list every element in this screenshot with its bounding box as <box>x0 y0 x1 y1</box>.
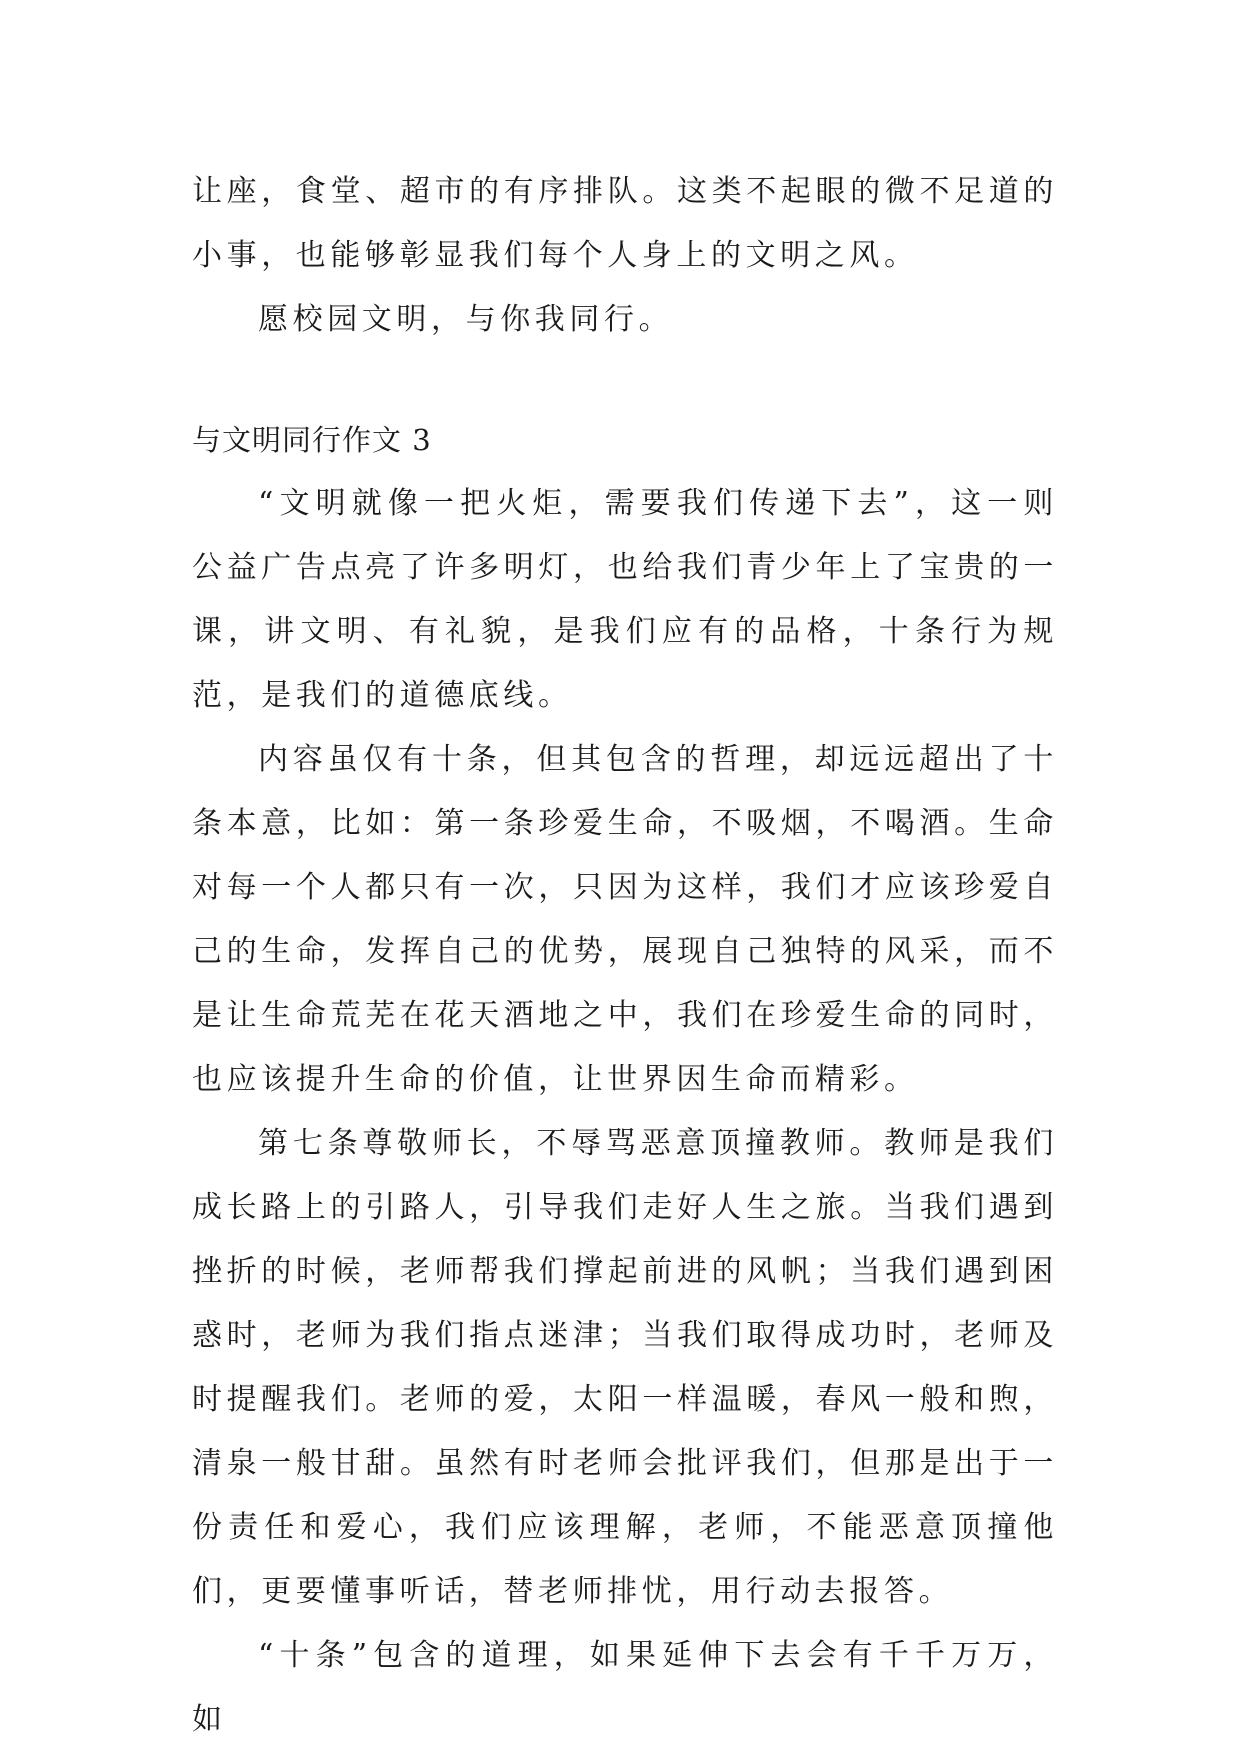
paragraph-cherish-life: 内容虽仅有十条，但其包含的哲理，却远远超出了十条本意，比如：第一条珍爱生命，不吸烟，不喝酒。生命对每一个人都只有一次，只因为这样，我们才应该珍爱自己的生命，发挥自己的优势，展现自己独特的风采，而不是让生命荒芜在花天酒地之中，我们在珍爱生命的同时，也应该提升生命的价值，让世界因生命而精彩。 <box>192 742 1058 1097</box>
paragraph-torch: “文明就像一把火炬，需要我们传递下去”，这一则公益广告点亮了许多明灯，也给我们青少年上了宝贵的一课，讲文明、有礼貌，是我们应有的品格，十条行为规范，是我们的道德底线。 <box>192 486 1058 713</box>
paragraph-continued: 让座，食堂、超市的有序排队。这类不起眼的微不足道的小事，也能够彰显我们每个人身上的文明之风。 <box>192 174 1058 273</box>
paragraph-ten-rules: “十条”包含的道理，如果延伸下去会有千千万万，如 <box>192 1638 1058 1737</box>
section-title: 与文明同行作文 3 <box>192 423 432 457</box>
paragraph-wish: 愿校园文明，与你我同行。 <box>258 302 674 337</box>
paragraph-respect-teachers: 第七条尊敬师长，不辱骂恶意顶撞教师。教师是我们成长路上的引路人，引导我们走好人生之旅。当我们遇到挫折的时候，老师帮我们撑起前进的风帆；当我们遇到困惑时，老师为我们指点迷津；当我们取得成功时，老师及时提醒我们。老师的爱，太阳一样温暖，春风一般和煦，清泉一般甘甜。虽然有时老师会批评我们，但那是出于一份责任和爱心，我们应该理解，老师，不能恶意顶撞他们，更要懂事听话，替老师排忧，用行动去报答。 <box>192 1126 1058 1609</box>
document-body <box>192 160 1058 1752</box>
